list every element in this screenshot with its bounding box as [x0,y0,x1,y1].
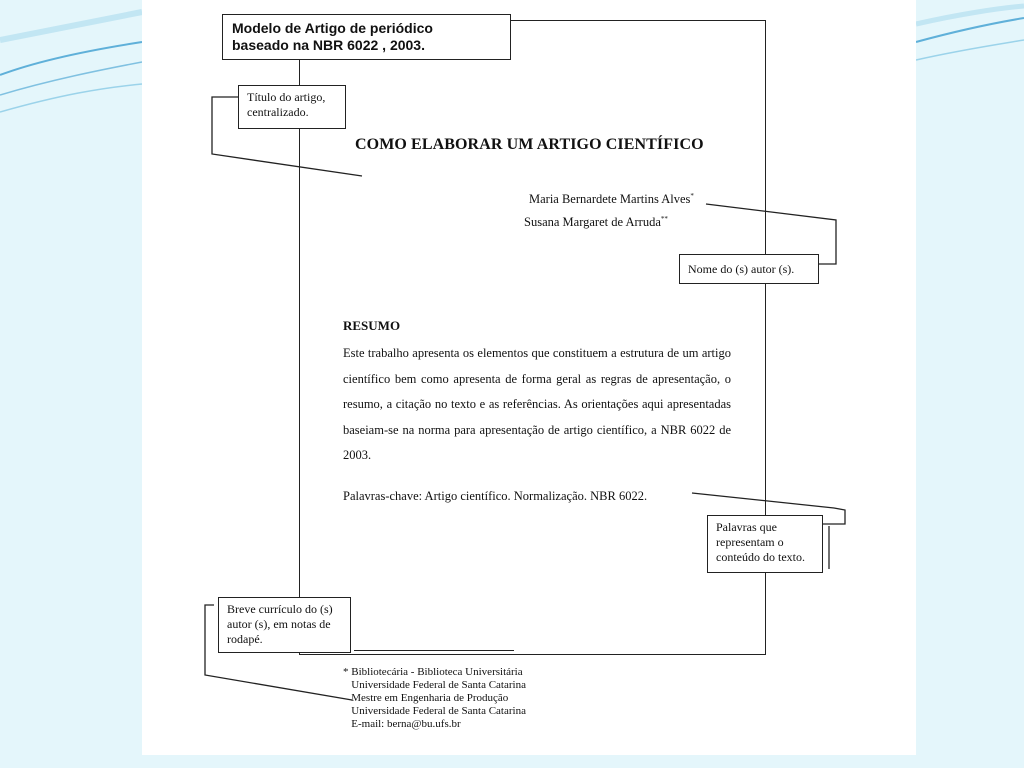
author-name-1 [529,192,694,207]
model-title-line1: Modelo de Artigo de periódico [232,20,433,36]
abstract-heading: RESUMO [343,318,401,333]
model-title-line2: baseado na NBR 6022 , 2003. [232,37,425,53]
footnote-line-4: Universidade Federal de Santa Catarina [343,705,526,717]
author-2-name: Susana Margaret de Arruda [524,215,661,230]
model-title-box [222,14,511,60]
abstract-text: Este trabalho apresenta os elementos que constituem a estrutura de um artigo científico bem como apresenta de forma geral as regras de apresentação, o resumo, a citação no texto e as referências. As orientações aqui apresentadas baseiam-se na norma para apresentação de artigo científico, a NBR 6022 de 2003. [343,346,731,462]
keywords-line: Palavras-chave: Artigo científico. Normalização. NBR 6022. [343,489,648,503]
curriculum-callout: Breve currículo do (s) autor (s), em notas de rodapé. [218,597,351,653]
author-1-footnote-mark: * [690,192,694,200]
author-1-name: Maria Bernardete Martins Alves [529,192,691,207]
author-footnote [343,666,526,731]
author-name-2 [524,215,668,230]
footnote-line-3: Mestre em Engenharia de Produção [343,692,509,704]
footnote-line-2: Universidade Federal de Santa Catarina [343,679,526,691]
footnote-line-1: * Bibliotecária - Biblioteca Universitária [343,666,523,678]
keywords-callout: Palavras que representam o conteúdo do texto. [707,515,823,573]
author-callout: Nome do (s) autor (s). [679,254,819,284]
footnote-email: E-mail: berna@bu.ufs.br [343,718,461,730]
footnote-rule [354,650,514,651]
article-page-frame [299,20,766,655]
author-2-footnote-mark: ** [660,215,668,223]
title-callout: Título do artigo, centralizado. [238,85,346,129]
article-title: COMO ELABORAR UM ARTIGO CIENTÍFICO [355,136,704,153]
